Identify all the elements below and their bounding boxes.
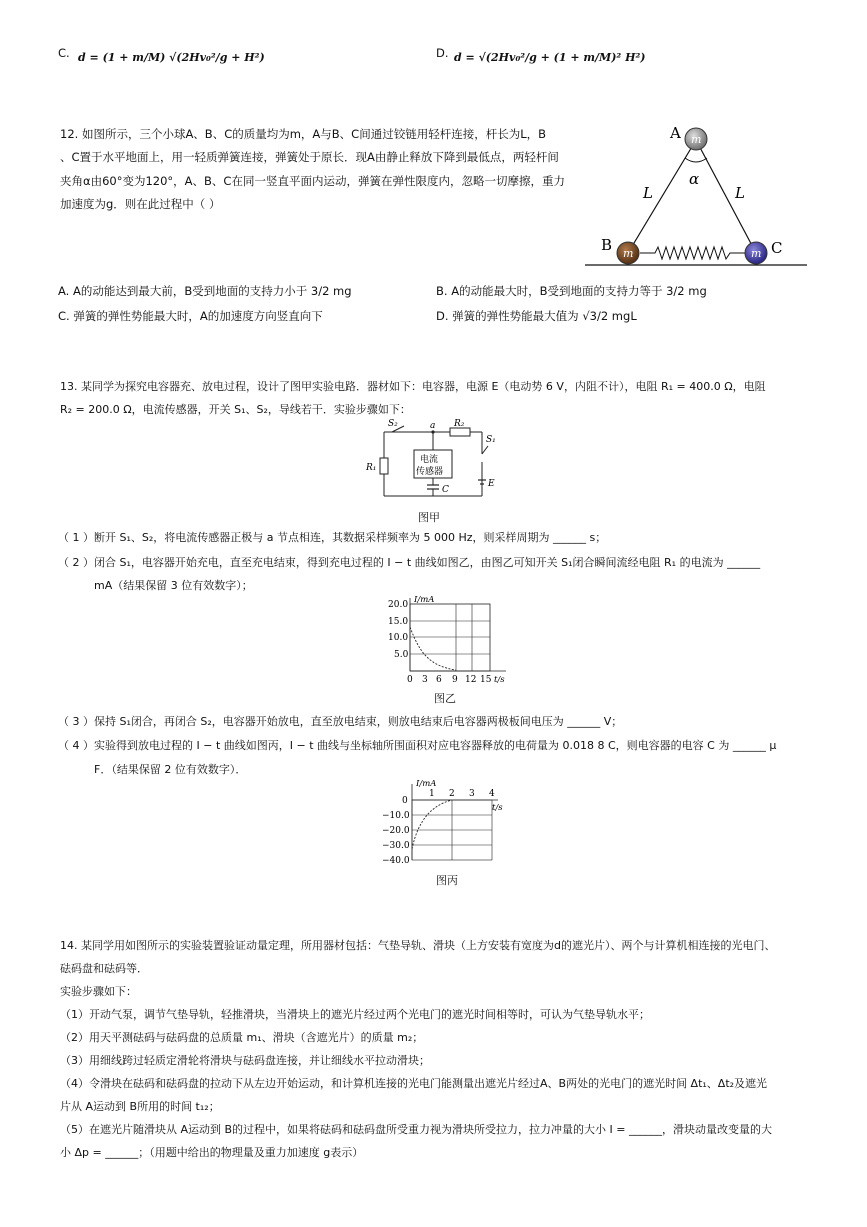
q14-step-4a: （4）令滑块在砝码和砝码盘的拉动下从左边开始运动，和计算机连接的光电门能测量出遮光片经过A、B两处的光电门的遮光时间 Δt₁、Δt₂及遮光 (60, 1077, 768, 1090)
charging-curve (410, 627, 456, 670)
yi-ytick: 5.0 (394, 650, 409, 660)
label-b: B (601, 236, 613, 254)
bing-ytick: −30.0 (382, 841, 410, 851)
q14-step-3: （3）用细线跨过轻质定滑轮将滑块与砝码盘连接，并让细线水平拉动滑块； (60, 1054, 430, 1067)
spring (640, 247, 745, 259)
label-s2: S₂ (388, 419, 398, 429)
q13-line-2: R₂ = 200.0 Ω，电流传感器，开关 S₁、S₂，导线若干．实验步骤如下： (60, 403, 411, 416)
graph-bing (378, 778, 508, 870)
q13-step-3: （ 3 ）保持 S₁闭合，再闭合 S₂，电容器开始放电，直至放电结束，则放电结束后电容器两极板间电压为 ______ V； (58, 715, 623, 728)
label-s1: S₁ (486, 435, 496, 445)
q12-line-2: 、C置于水平地面上，用一轻质弹簧连接，弹簧处于原长．现A由静止释放下降到最低点，两轻杆间 (60, 150, 559, 164)
q13-step-2b: mA（结果保留 3 位有效数字）； (94, 579, 253, 592)
bing-xtick: 1 (429, 789, 435, 799)
q12-option-b: B. A的动能最大时，B受到地面的支持力等于 3/2 mg (436, 284, 707, 298)
yi-xtick: 12 (465, 675, 477, 685)
yi-xlabel: t/s (494, 675, 505, 685)
ball-c-mass: m (751, 247, 762, 260)
q14-line-1: 14. 某同学用如图所示的实验装置验证动量定理，所用器材包括：气垫导轨、滑块（上方安装有宽度为d的遮光片）、两个与计算机相连接的光电门、 (60, 939, 776, 952)
q14-step-4b: 片从 A运动到 B所用的时间 t₁₂； (60, 1100, 220, 1113)
yi-xtick: 9 (452, 675, 458, 685)
q13-step-4a: （ 4 ）实验得到放电过程的 I − t 曲线如图丙，I − t 曲线与坐标轴所围面积对应电容器释放的电荷量为 0.018 8 C，则电容器的电容 C 为 ______ μ (58, 739, 777, 752)
yi-ytick: 15.0 (388, 617, 409, 627)
q11-option-d-formula: d = √(2Hv₀²/g + (1 + m/M)² H²) (454, 51, 646, 64)
bing-ytick: −40.0 (382, 856, 410, 866)
q14-line-2: 砝码盘和砝码等． (60, 962, 148, 975)
q12-figure (585, 120, 810, 270)
angle-label: α (689, 170, 700, 188)
resistor-r2 (450, 428, 470, 436)
q13-step-4b: F．（结果保留 2 位有效数字）． (94, 763, 247, 776)
q12-line-4: 加速度为g．则在此过程中（ ） (60, 197, 221, 211)
discharge-curve (412, 800, 452, 849)
label-a: a (430, 421, 436, 431)
figure-yi-caption: 图乙 (434, 692, 456, 705)
yi-ytick: 10.0 (388, 633, 409, 643)
ball-a-mass: m (691, 133, 702, 146)
label-e: E (488, 479, 495, 489)
bing-ytick: −20.0 (382, 826, 410, 836)
q14-line-3: 实验步骤如下： (60, 985, 137, 998)
q14-step-2: （2）用天平测砝码与砝码盘的总质量 m₁、滑块（含遮光片）的质量 m₂； (60, 1031, 424, 1044)
resistor-r1 (380, 458, 388, 474)
q14-step-5b: 小 Δp = ______；（用题中给出的物理量及重力加速度 g表示） (60, 1146, 364, 1159)
figure-bing-caption: 图丙 (436, 874, 458, 887)
bing-ytick: −10.0 (382, 811, 410, 821)
switch-s1 (482, 446, 488, 454)
q13-step-2a: （ 2 ）闭合 S₁，电容器开始充电，直至充电结束，得到充电过程的 I − t 曲线如图乙，由图乙可知开关 S₁闭合瞬间流经电阻 R₁ 的电流为 ______ (58, 556, 761, 569)
label-c: C (771, 239, 783, 257)
yi-ytick: 20.0 (388, 600, 409, 610)
q12-line-3: 夹角α由60°变为120°，A、B、C在同一竖直平面内运动，弹簧在弹性限度内，忽略一切摩擦，重力 (60, 174, 565, 188)
graph-yi (372, 592, 512, 688)
bing-xtick: 2 (449, 789, 455, 799)
q12-option-a: A. A的动能达到最大前，B受到地面的支持力小于 3/2 mg (58, 284, 352, 298)
bing-ylabel: I/mA (416, 779, 437, 789)
sensor-label-1: 电流 (420, 455, 439, 465)
q12-line-1: 12. 如图所示，三个小球A、B、C的质量均为m，A与B、C间通过铰链用轻杆连接，杆长为L，B (60, 127, 547, 141)
bing-xtick: 4 (489, 789, 495, 799)
label-c: C (442, 485, 449, 495)
label-r2: R₂ (454, 419, 465, 429)
label-r1: R₁ (366, 463, 377, 473)
yi-xtick: 3 (422, 675, 428, 685)
angle-arc (685, 158, 707, 162)
rod-ab (628, 140, 696, 253)
q12-option-d: D. 弹簧的弹性势能最大值为 √3/2 mgL (436, 309, 637, 323)
figure-jia-caption: 图甲 (418, 511, 440, 524)
q14-step-5a: （5）在遮光片随滑块从 A运动到 B的过程中，如果将砝码和砝码盘所受重力视为滑块所受拉力，拉力冲量的大小 I = ______，滑块动量改变量的大 (60, 1123, 773, 1136)
bing-xlabel: t/s (492, 803, 503, 813)
yi-xtick: 15 (480, 675, 492, 685)
q12-option-c: C. 弹簧的弹性势能最大时，A的加速度方向竖直向下 (58, 309, 323, 323)
bing-ytick: 0 (402, 796, 408, 806)
bing-xtick: 3 (469, 789, 475, 799)
sensor-label-2: 传感器 (416, 467, 444, 477)
rod-label-left: L (643, 184, 653, 202)
yi-ylabel: I/mA (414, 595, 435, 605)
q11-option-c-label: C. (58, 46, 70, 60)
yi-xtick: 6 (436, 675, 442, 685)
q11-option-c-formula: d = (1 + m/M) √(2Hv₀²/g + H²) (78, 51, 265, 64)
yi-xtick: 0 (407, 675, 413, 685)
rod-ac (696, 140, 756, 253)
rod-label-right: L (735, 184, 745, 202)
q14-step-1: （1）开动气泵，调节气垫导轨，轻推滑块，当滑块上的遮光片经过两个光电门的遮光时间相等时，可认为气垫导轨水平； (60, 1008, 650, 1021)
q11-option-d-label: D. (436, 46, 449, 60)
ball-b-mass: m (623, 247, 634, 260)
label-a: A (670, 124, 681, 142)
q13-line-1: 13. 某同学为探究电容器充、放电过程，设计了图甲实验电路．器材如下：电容器，电源 E（电动势 6 V，内阻不计），电阻 R₁ = 400.0 Ω，电阻 (60, 380, 766, 393)
q13-step-1: （ 1 ）断开 S₁、S₂，将电流传感器正极与 a 节点相连，其数据采样频率为 5 000 Hz，则采样周期为 ______ s； (58, 531, 607, 544)
